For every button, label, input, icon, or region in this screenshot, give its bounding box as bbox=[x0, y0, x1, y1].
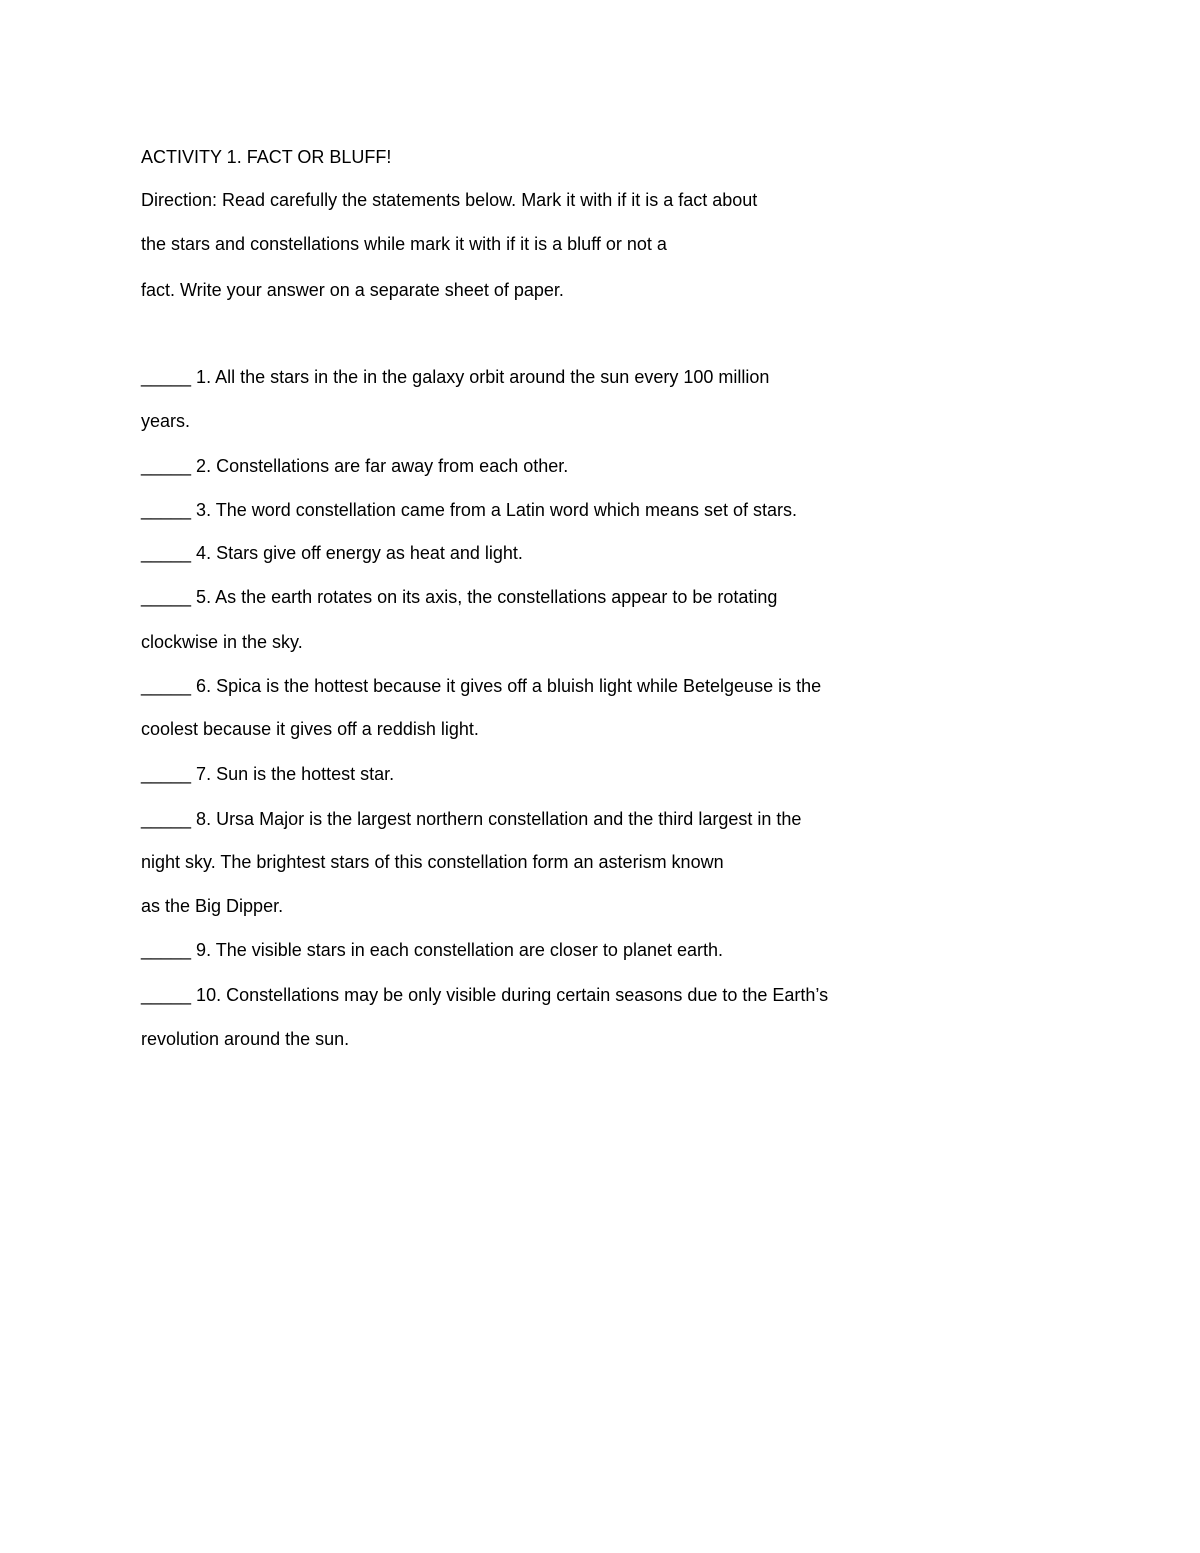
item-line: _____ 6. Spica is the hottest because it gives off a bluish light while Betelgeuse is the bbox=[141, 676, 822, 696]
item-line: night sky. The brightest stars of this constellation form an asterism known bbox=[141, 852, 724, 872]
item-line: _____ 7. Sun is the hottest star. bbox=[141, 764, 395, 784]
item-line: revolution around the sun. bbox=[141, 1029, 350, 1049]
item-line: coolest because it gives off a reddish light. bbox=[141, 719, 479, 739]
item-line: _____ 4. Stars give off energy as heat and light. bbox=[141, 543, 523, 563]
item-line: _____ 1. All the stars in the in the galaxy orbit around the sun every 100 million bbox=[141, 367, 770, 387]
item-line: clockwise in the sky. bbox=[141, 632, 303, 652]
direction-line: Direction: Read carefully the statements below. Mark it with if it is a fact about bbox=[141, 190, 758, 210]
item-line: years. bbox=[141, 411, 191, 431]
direction-line: fact. Write your answer on a separate sheet of paper. bbox=[141, 280, 564, 300]
direction-line: the stars and constellations while mark it with if it is a bluff or not a bbox=[141, 234, 667, 254]
item-line: _____ 8. Ursa Major is the largest northern constellation and the third largest in the bbox=[141, 809, 802, 829]
item-line: _____ 9. The visible stars in each constellation are closer to planet earth. bbox=[141, 940, 724, 960]
item-line: as the Big Dipper. bbox=[141, 896, 284, 916]
item-line: _____ 10. Constellations may be only visible during certain seasons due to the Earth’s bbox=[141, 985, 829, 1005]
activity-title: ACTIVITY 1. FACT OR BLUFF! bbox=[141, 147, 392, 167]
item-line: _____ 5. As the earth rotates on its axis, the constellations appear to be rotating bbox=[141, 587, 778, 607]
item-line: _____ 2. Constellations are far away from each other. bbox=[141, 456, 569, 476]
item-line: _____ 3. The word constellation came from a Latin word which means set of stars. bbox=[141, 500, 797, 520]
